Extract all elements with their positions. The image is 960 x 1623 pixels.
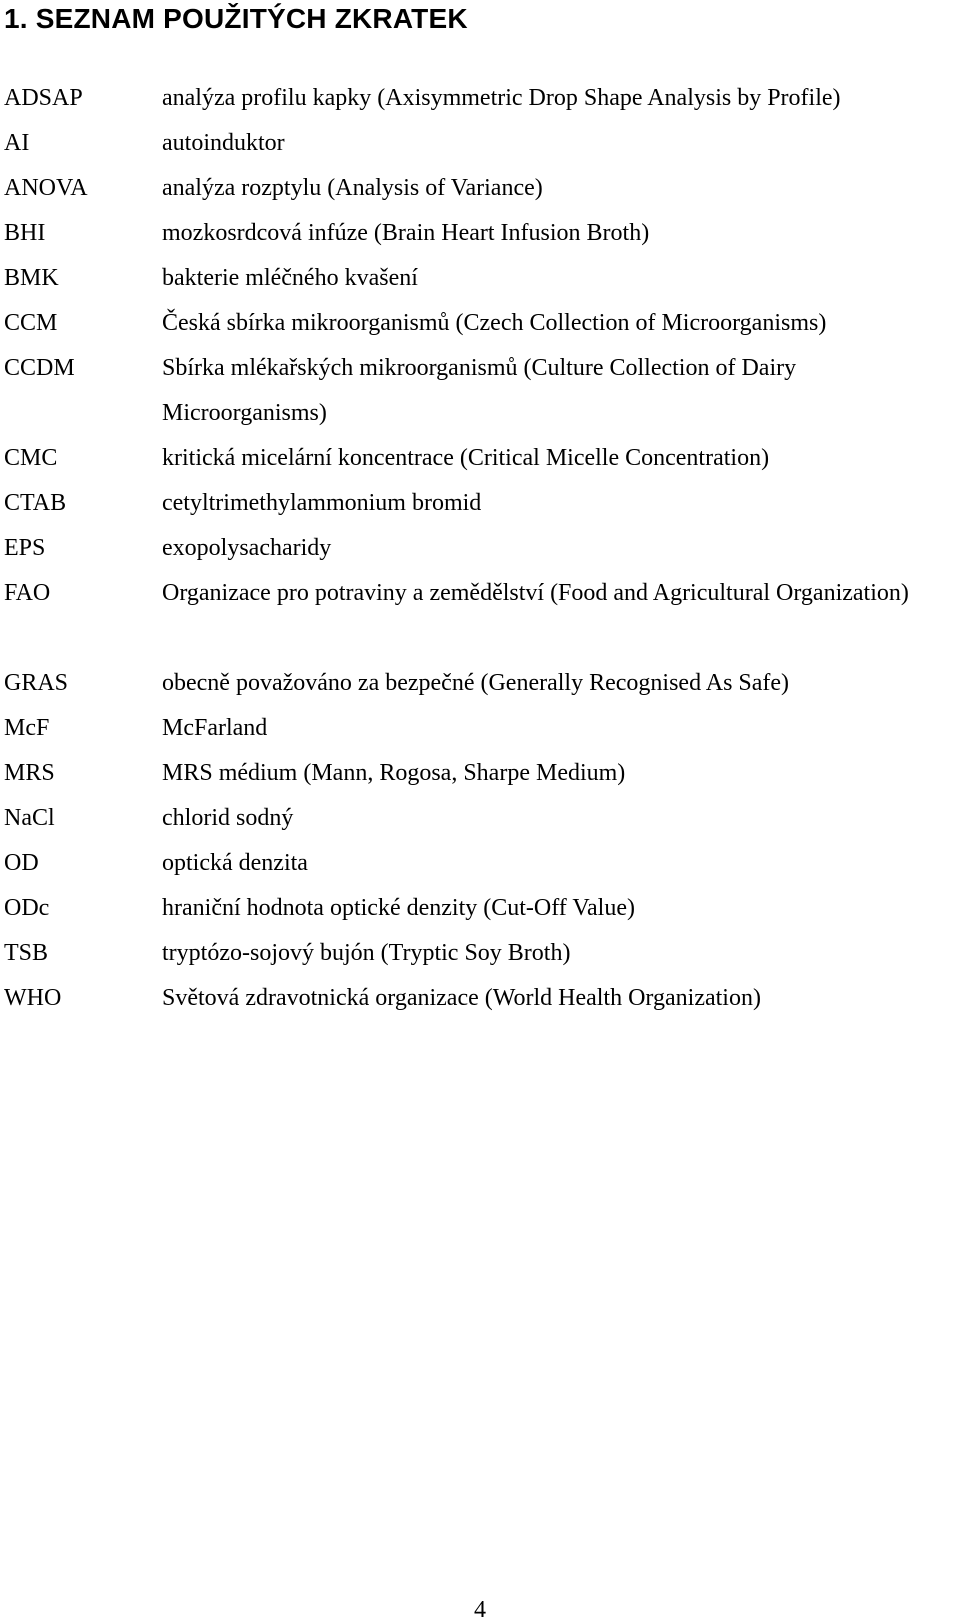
abbreviation-row — [0, 436, 960, 481]
abbreviation-row — [0, 661, 960, 706]
abbreviation-definition: obecně považováno za bezpečné (Generally Recognised As Safe) — [162, 670, 790, 696]
abbreviation-term: EPS — [4, 535, 46, 561]
abbreviation-term: CCM — [4, 310, 58, 336]
abbreviation-row — [0, 931, 960, 976]
abbreviation-definition: Česká sbírka mikroorganismů (Czech Collection of Microorganisms) — [162, 310, 827, 336]
abbreviation-definition: Světová zdravotnická organizace (World Health Organization) — [162, 985, 761, 1011]
abbreviation-term: ADSAP — [4, 85, 83, 111]
abbreviation-row — [0, 481, 960, 526]
abbreviation-term: ANOVA — [4, 175, 88, 201]
abbreviation-definition: tryptózo-sojový bujón (Tryptic Soy Broth) — [162, 940, 571, 966]
abbreviation-definition: analýza profilu kapky (Axisymmetric Drop Shape Analysis by Profile) — [162, 85, 841, 111]
abbreviation-definition: bakterie mléčného kvašení — [162, 265, 418, 291]
abbreviation-definition: cetyltrimethylammonium bromid — [162, 490, 482, 516]
abbreviation-definition: kritická micelární koncentrace (Critical Micelle Concentration) — [162, 445, 770, 471]
page-heading: 1. SEZNAM POUŽITÝCH ZKRATEK — [4, 3, 468, 34]
abbreviation-list — [0, 76, 960, 1021]
abbreviation-term: OD — [4, 850, 39, 876]
abbreviation-definition: Organizace pro potraviny a zemědělství (Food and Agricultural Organization) — [162, 580, 909, 606]
abbreviation-term: CMC — [4, 445, 58, 471]
abbreviation-definition: McFarland — [162, 715, 268, 741]
abbreviation-definition: Sbírka mlékařských mikroorganismů (Culture Collection of Dairy Microorganisms) — [162, 355, 797, 426]
abbreviation-definition: autoinduktor — [162, 130, 285, 156]
abbreviation-row — [0, 346, 960, 436]
abbreviation-row — [0, 841, 960, 886]
abbreviation-definition: analýza rozptylu (Analysis of Variance) — [162, 175, 543, 201]
abbreviation-definition: MRS médium (Mann, Rogosa, Sharpe Medium) — [162, 760, 626, 786]
abbreviation-term: WHO — [4, 985, 62, 1011]
abbreviation-term: TSB — [4, 940, 49, 966]
abbreviation-row — [0, 76, 960, 121]
abbreviation-definition: chlorid sodný — [162, 805, 294, 831]
abbreviation-term: CTAB — [4, 490, 67, 516]
abbreviation-row — [0, 796, 960, 841]
abbreviation-row — [0, 526, 960, 571]
abbreviation-row — [0, 211, 960, 256]
page-number: 4 — [474, 1597, 486, 1623]
abbreviation-term: ODc — [4, 895, 50, 921]
abbreviation-row — [0, 166, 960, 211]
abbreviation-term: FAO — [4, 580, 51, 606]
abbreviation-row — [0, 571, 960, 661]
abbreviation-term: CCDM — [4, 355, 75, 381]
abbreviation-term: AI — [4, 130, 30, 156]
abbreviation-row — [0, 976, 960, 1021]
abbreviation-term: BHI — [4, 220, 46, 246]
abbreviation-row — [0, 301, 960, 346]
abbreviation-definition: hraniční hodnota optické denzity (Cut-Off Value) — [162, 895, 635, 921]
abbreviation-term: MRS — [4, 760, 55, 786]
abbreviation-definition: mozkosrdcová infúze (Brain Heart Infusion Broth) — [162, 220, 650, 246]
abbreviation-term: GRAS — [4, 670, 69, 696]
abbreviation-row — [0, 886, 960, 931]
abbreviation-term: McF — [4, 715, 50, 741]
abbreviation-term: NaCl — [4, 805, 55, 831]
abbreviation-definition: exopolysacharidy — [162, 535, 332, 561]
abbreviation-row — [0, 751, 960, 796]
abbreviation-row — [0, 121, 960, 166]
abbreviation-definition: optická denzita — [162, 850, 308, 876]
abbreviation-term: BMK — [4, 265, 59, 291]
abbreviation-row — [0, 706, 960, 751]
abbreviation-row — [0, 256, 960, 301]
